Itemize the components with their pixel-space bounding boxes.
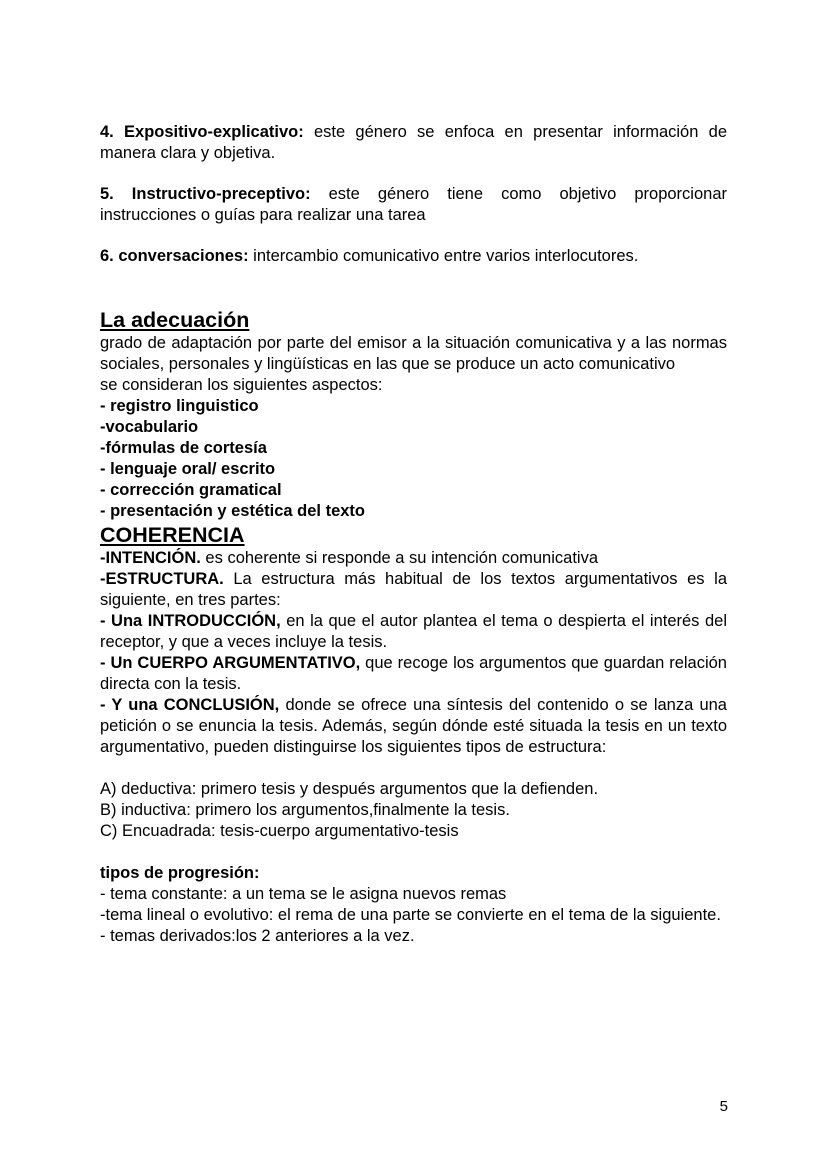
genre-instructivo	[100, 184, 727, 226]
genre-expositivo	[100, 122, 727, 164]
genre-conversaciones-text: intercambio comunicativo entre varios interlocutores.	[248, 247, 639, 265]
page-content	[100, 122, 727, 947]
introduccion-text: en la que el autor plantea el tema o despierta el interés del receptor, y que a veces incluye la tesis.	[100, 612, 727, 651]
coherencia-introduccion	[100, 611, 727, 653]
adecuacion-intro: se consideran los siguientes aspectos:	[100, 376, 383, 394]
genre-conversaciones-term: 6. conversaciones:	[100, 247, 249, 265]
aspect-item: -vocabulario	[100, 418, 199, 436]
adecuacion-heading: La adecuación	[100, 308, 250, 332]
structure-type-item: C) Encuadrada: tesis-cuerpo argumentativo-tesis	[100, 822, 459, 840]
coherencia-heading: COHERENCIA	[100, 523, 245, 547]
introduccion-label: - Una INTRODUCCIÓN,	[100, 612, 281, 630]
cuerpo-text: que recoge los argumentos que guardan relación directa con la tesis.	[100, 654, 727, 693]
aspect-item: - presentación y estética del texto	[100, 502, 366, 520]
conclusion-label: - Y una CONCLUSIÓN,	[100, 696, 280, 714]
structure-type-item: A) deductiva: primero tesis y después argumentos que la defienden.	[100, 780, 599, 798]
coherencia-estructura	[100, 569, 727, 611]
progresion-item: - temas derivados:los 2 anteriores a la vez.	[100, 927, 415, 945]
conclusion-text: donde se ofrece una síntesis del contenido o se lanza una petición o se enuncia la tesis. Además, según dónde esté situada la tesis en un texto argumentativo, pueden distinguirse los siguientes tipos de estructura:	[100, 696, 727, 756]
aspect-item: -fórmulas de cortesía	[100, 439, 267, 457]
progresion-item: -tema lineal o evolutivo: el rema de una parte se convierte en el tema de la siguiente.	[100, 906, 721, 924]
progresion-item: - tema constante: a un tema se le asigna nuevos remas	[100, 885, 507, 903]
aspect-item: - lenguaje oral/ escrito	[100, 460, 276, 478]
aspect-item: - registro linguistico	[100, 397, 259, 415]
coherencia-conclusion	[100, 695, 727, 758]
coherencia-cuerpo	[100, 653, 727, 695]
adecuacion-definition: grado de adaptación por parte del emisor a la situación comunicativa y a las normas sociales, personales y lingüísticas en las que se produce un acto comunicativo	[100, 334, 727, 373]
estructura-label: -ESTRUCTURA.	[100, 570, 224, 588]
intencion-label: -INTENCIÓN.	[100, 549, 201, 567]
coherencia-intencion	[100, 548, 727, 569]
page-number: 5	[719, 1098, 728, 1115]
estructura-text: La estructura más habitual de los textos argumentativos es la siguiente, en tres partes:	[100, 570, 727, 609]
genre-expositivo-text: este género se enfoca en presentar información de manera clara y objetiva.	[100, 123, 728, 162]
progresion-title: tipos de progresión:	[100, 864, 260, 882]
genre-expositivo-term: 4. Expositivo-explicativo:	[100, 123, 304, 141]
aspect-item: - corrección gramatical	[100, 481, 282, 499]
structure-type-item: B) inductiva: primero los argumentos,finalmente la tesis.	[100, 801, 510, 819]
cuerpo-label: - Un CUERPO ARGUMENTATIVO,	[100, 654, 361, 672]
genre-conversaciones	[100, 246, 727, 267]
intencion-text: es coherente si responde a su intención comunicativa	[200, 549, 598, 567]
genre-instructivo-term: 5. Instructivo-preceptivo:	[100, 185, 311, 203]
genre-instructivo-text: este género tiene como objetivo proporcionar instrucciones o guías para realizar una tarea	[100, 185, 727, 224]
